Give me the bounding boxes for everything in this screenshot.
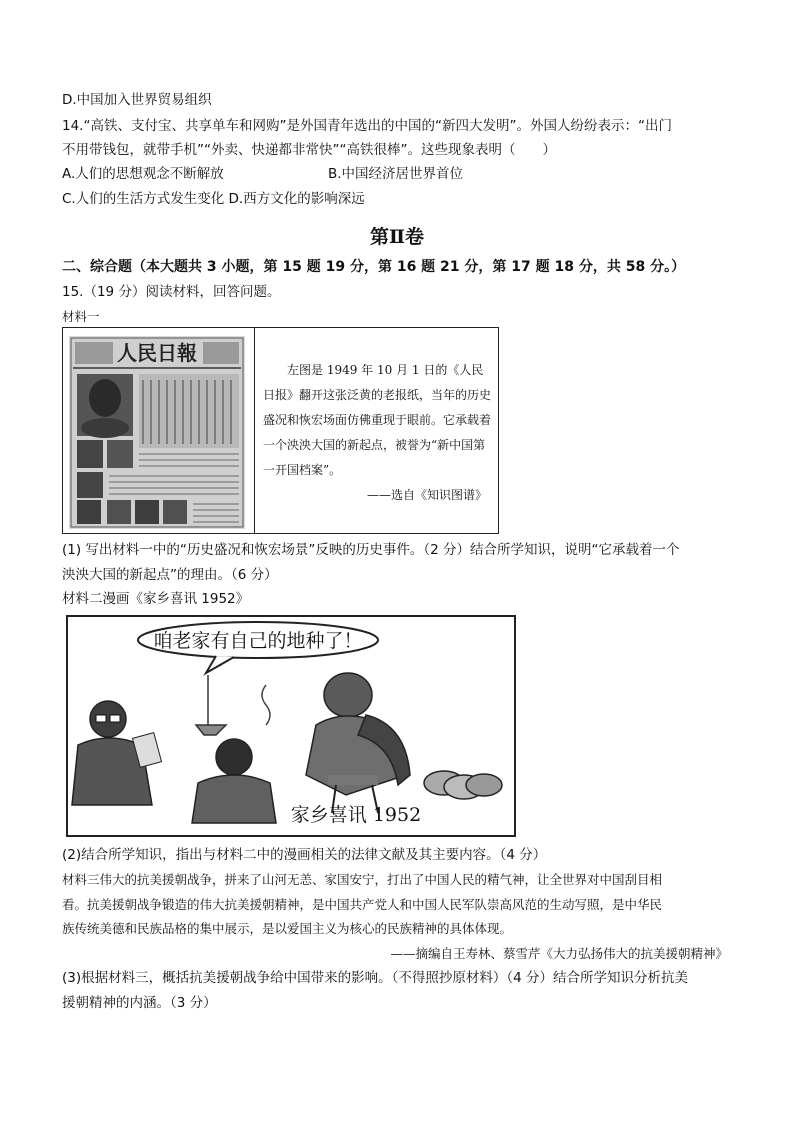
material3-source: ——摘编自王寿林、蔡雪芹《大力弘扬伟大的抗美援朝精神》 [390,946,728,961]
q14-option-a: A.人们的思想观念不断解放 [62,166,224,182]
q14-stem-line1: 14.“高铁、支付宝、共享单车和网购”是外国青年选出的中国的“新四大发明”。外国人纷纷表示：“出门 [62,118,672,134]
cartoon-image [66,615,516,837]
volume-title: 第Ⅱ卷 [369,226,424,248]
material1-label: 材料一 [62,309,100,324]
material3-line1: 材料三伟大的抗美援朝战争，拼来了山河无恙、家国安宁，打出了中国人民的精气神，让全世界对中国刮目相 [62,872,663,887]
material3-line3: 族传统美德和民族品格的集中展示，是以爱国主义为核心的民族精神的具体体现。 [62,921,513,936]
material1-box [62,327,499,534]
box-divider [254,328,255,533]
q15-sub1-line2: 泱泱大国的新起点”的理由。（6 分） [62,567,278,583]
material1-caption: 左图是 1949 年 10 月 1 日的《人民日报》翻开这张泛黄的老报纸，当年的历史盛况和恢宏场面仿佛重现于眼前。它承载着一个泱泱大国的新起点，被誉为“新中国第一开国档案”。 [263,363,492,477]
newspaper-image [69,336,245,529]
q14-options-cd: C.人们的生活方式发生变化 D.西方文化的影响深远 [62,191,365,207]
q15-intro: 15.（19 分）阅读材料，回答问题。 [62,284,281,300]
q14-option-b: B.中国经济居世界首位 [328,166,464,182]
material3-line2: 看。抗美援朝战争锻造的伟大抗美援朝精神，是中国共产党人和中国人民军队崇高风范的生动写照，是中华民 [62,897,663,912]
cartoon-speech: 咱老家有自己的地种了！ [153,630,363,652]
section2-header: 二、综合题（本大题共 3 小题，第 15 题 19 分，第 16 题 21 分，第 17 题 18 分，共 58 分。） [62,259,686,275]
q15-sub2: (2)结合所学知识，指出与材料二中的漫画相关的法律文献及其主要内容。（4 分） [62,847,547,863]
q15-sub3-line2: 援朝精神的内涵。（3 分） [62,995,217,1011]
q14-stem-line2: 不用带钱包，就带手机”“外卖、快递都非常快”“高铁很棒”。这些现象表明（ ） [62,142,556,158]
cartoon-title: 家乡喜讯 1952 [290,804,422,826]
q15-sub1-line1: (1) 写出材料一中的“历史盛况和恢宏场景”反映的历史事件。（2 分）结合所学知识，说明“它承载着一个 [62,542,680,558]
material2-label: 材料二漫画《家乡喜讯 1952》 [62,591,250,607]
q15-sub3-line1: (3)根据材料三，概括抗美援朝战争给中国带来的影响。（不得照抄原材料）（4 分）结合所学知识分析抗美 [62,970,689,986]
material1-source: ——选自《知识图谱》 [366,488,487,502]
material1-caption-block [263,358,493,508]
newspaper-masthead: 人民日報 [117,341,197,365]
q13-option-d: D.中国加入世界贸易组织 [62,92,212,108]
